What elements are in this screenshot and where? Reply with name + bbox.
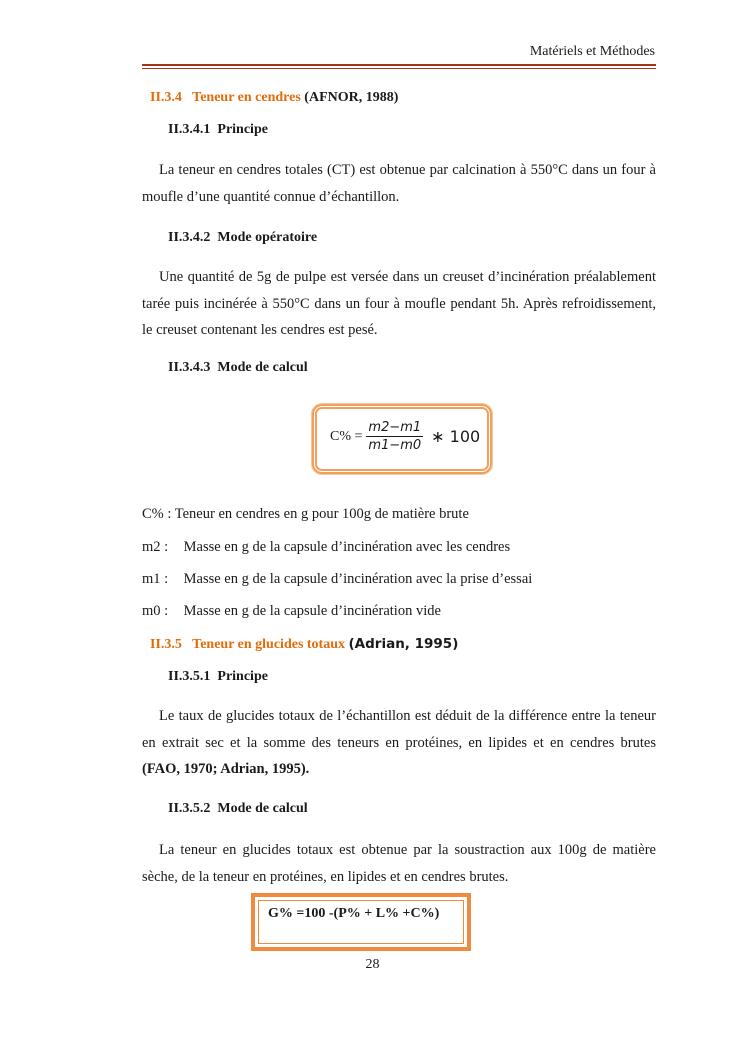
- paragraph-principe: La teneur en cendres totales (CT) est obtenue par calcination à 550°C dans un four à moufle d’une quantité connue d’échantillon.: [142, 162, 656, 205]
- definition-key: m0 :: [142, 603, 169, 619]
- subsection-title: Principe: [217, 669, 268, 684]
- subsection-heading-principe: [168, 669, 268, 685]
- definition-text: Masse en g de la capsule d’incinération avec la prise d’essai: [183, 571, 533, 587]
- subsection-title: Mode de calcul: [217, 360, 308, 375]
- paragraph-ref: (FAO, 1970; Adrian, 1995).: [142, 761, 310, 777]
- paragraph-text: Le taux de glucides totaux de l’échantillon est déduit de la différence entre la teneur en extrait sec et la somme des teneurs en protéines, en lipides et en cendres brutes: [142, 708, 656, 751]
- paragraph-mode-operatoire: Une quantité de 5g de pulpe est versée dans un creuset d’incinération préalablement tarée puis incinérée à 550°C dans un four à moufle pendant 5h. Après refroidissement, le creuset contenant les cendres est pesé.: [142, 269, 656, 338]
- formula-glucides: G% =100 -(P% + L% +C%): [268, 906, 440, 921]
- formula-multiplier: ∗ 100: [431, 427, 481, 446]
- section-heading-2-3-5: [150, 636, 458, 653]
- subsection-number: II.3.5.2: [168, 801, 211, 816]
- section-ref: (Adrian, 1995): [348, 636, 459, 652]
- subsection-number: II.3.4.3: [168, 360, 211, 375]
- subsection-title: Principe: [217, 122, 268, 137]
- subsection-number: II.3.4.1: [168, 122, 211, 137]
- subsection-heading-principe: [168, 122, 268, 138]
- paragraph-principe-glucides: [142, 703, 656, 783]
- definition-key: C% :: [142, 506, 172, 522]
- definition-key: m1 :: [142, 571, 169, 587]
- running-header: Matériels et Méthodes: [529, 44, 655, 59]
- formula-denominator: m1−m0: [368, 438, 422, 453]
- subsection-title: Mode de calcul: [217, 801, 308, 816]
- subsection-number: II.3.5.1: [168, 669, 211, 684]
- definition-text: Teneur en cendres en g pour 100g de matière brute: [174, 506, 469, 522]
- paragraph-mode-calcul-glucides: La teneur en glucides totaux est obtenue par la soustraction aux 100g de matière sèche, de la teneur en protéines, en lipides et en cendres brutes.: [142, 842, 656, 885]
- subsection-title: Mode opératoire: [217, 230, 318, 245]
- formula-numerator: m2−m1: [368, 420, 422, 435]
- subsection-number: II.3.4.2: [168, 230, 211, 245]
- definition-text: Masse en g de la capsule d’incinération vide: [183, 603, 441, 619]
- subsection-heading-mode-operatoire: [168, 230, 317, 246]
- definition-line: [142, 539, 510, 556]
- subsection-heading-mode-calcul: [168, 801, 308, 817]
- page-number: 28: [365, 957, 380, 972]
- definition-key: m2 :: [142, 539, 169, 555]
- section-number: II.3.5: [150, 637, 182, 652]
- section-title: Teneur en glucides totaux: [192, 637, 346, 652]
- header-rule-thin: [142, 68, 656, 69]
- formula-fraction: [366, 420, 423, 453]
- formula-cendres: [330, 420, 480, 453]
- section-heading-2-3-4: [150, 90, 398, 106]
- definition-text: Masse en g de la capsule d’incinération avec les cendres: [183, 539, 511, 555]
- section-number: II.3.4: [150, 90, 182, 105]
- section-ref: (AFNOR, 1988): [304, 90, 399, 105]
- header-rule-thick: [142, 64, 656, 66]
- definition-line: [142, 506, 469, 523]
- definition-line: [142, 603, 441, 620]
- formula-lhs: C% =: [330, 428, 363, 444]
- subsection-heading-mode-calcul: [168, 360, 308, 376]
- section-title: Teneur en cendres: [192, 90, 301, 105]
- definition-line: [142, 571, 532, 588]
